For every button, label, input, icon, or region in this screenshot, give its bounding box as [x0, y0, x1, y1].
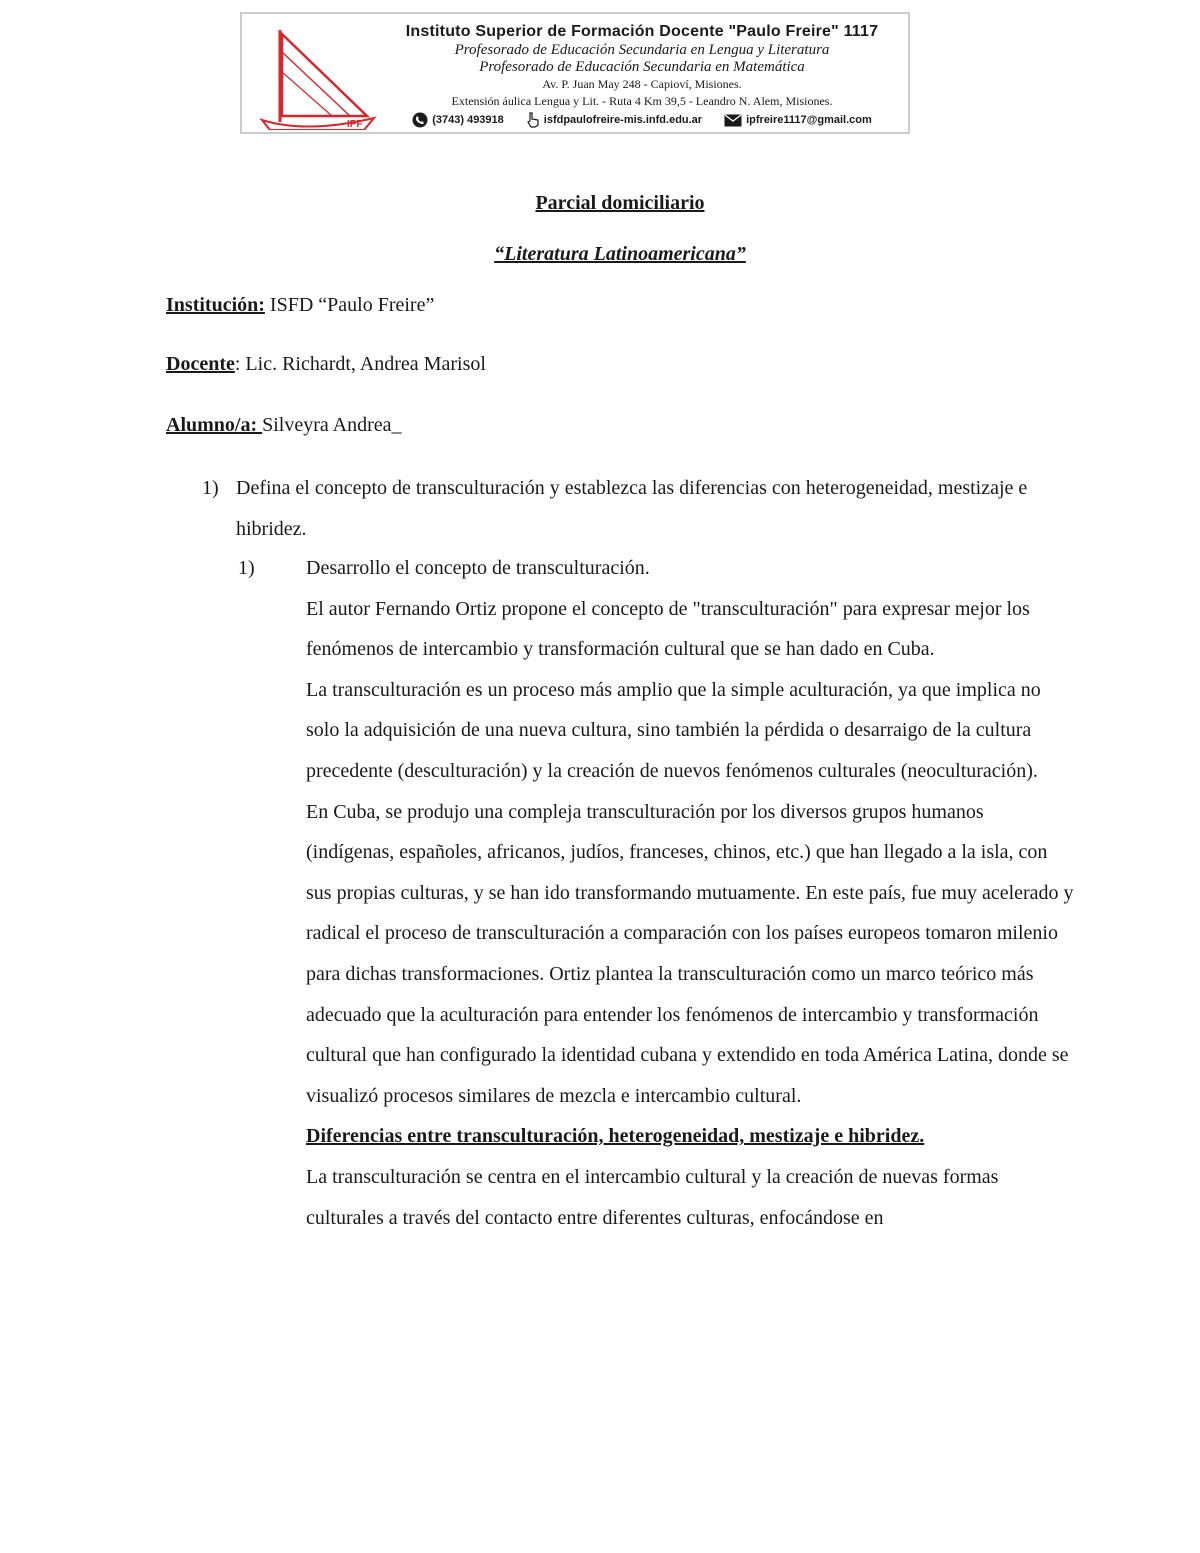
document-title: Parcial domiciliario [535, 192, 705, 214]
answer-heading: Desarrollo el concepto de transculturación. [306, 557, 650, 579]
teacher-field [166, 353, 486, 376]
teacher-label: Docente [166, 353, 235, 375]
sailboat-logo-icon [252, 22, 377, 130]
answer-body [306, 548, 1076, 1238]
paragraph-differences: La transculturación se centra en el intercambio cultural y la creación de nuevas formas culturales a través del contacto entre diferentes culturas, enfocándose en [306, 1165, 999, 1229]
pointer-hand-icon [526, 112, 540, 128]
student-value: Silveyra Andrea_ [262, 414, 402, 436]
website-contact[interactable] [526, 111, 702, 129]
institution-label: Institución: [166, 294, 265, 316]
program-matematica: Profesorado de Educación Secundaria en Matemática [479, 59, 805, 75]
question-text: Defina el concepto de transculturación y establezca las diferencias con heterogeneidad, mestizaje e hibridez. [236, 477, 1028, 540]
answer-number: 1) [238, 557, 255, 579]
paragraph-cuba: En Cuba, se produjo una compleja transculturación por los diversos grupos humanos (indígenas, españoles, africanos, judíos, franceses, chinos, etc.) que han llegado a la isla, con sus propias culturas, y se han ido transformando mutuamente. En este país, fue muy acelerado y radical el proceso de transculturación a comparación con los países europeos tomaron milenio para dichas transformaciones. Ortiz plantea la transculturación como un marco teórico más adecuado que la aculturación para entender los fenómenos de intercambio y transformación cultural que han configurado la identidad cubana y extendido en toda América Latina, donde se visualizó procesos similares de mezcla e intercambio cultural. [306, 800, 1074, 1107]
institute-name: Instituto Superior de Formación Docente "Paulo Freire" 1117 [405, 23, 879, 40]
email-link[interactable]: ipfreire1117@gmail.com [746, 114, 872, 126]
institution-value: ISFD “Paulo Freire” [264, 294, 435, 316]
contact-row [382, 111, 902, 129]
extension-address: Extensión áulica Lengua y Lit. - Ruta 4 Km 39,5 - Leandro N. Alem, Misiones. [451, 94, 833, 108]
phone-icon [412, 112, 428, 128]
letterhead [240, 12, 910, 134]
teacher-value: : Lic. Richardt, Andrea Marisol [234, 353, 486, 375]
institution-field [166, 294, 434, 317]
paragraph-ortiz: El autor Fernando Ortiz propone el concepto de "transculturación" para expresar mejor los fenómenos de intercambio y transformación cultural que se han dado en Cuba. [306, 597, 1030, 661]
svg-text:IPF: IPF [347, 119, 363, 130]
phone-contact [412, 111, 504, 129]
student-label: Alumno/a: [166, 414, 263, 436]
letterhead-text [382, 22, 902, 129]
phone-number: (3743) 493918 [432, 114, 504, 126]
address: Av. P. Juan May 248 - Capioví, Misiones. [542, 77, 742, 91]
email-contact[interactable] [724, 111, 872, 129]
student-field [166, 414, 402, 437]
paragraph-transculturacion: La transculturación es un proceso más amplio que la simple aculturación, ya que implica no solo la adquisición de una nueva cultura, sino también la pérdida o desarraigo de la cultura precedente (desculturación) y la creación de nuevos fenómenos culturales (neoculturación). [306, 678, 1041, 782]
website-link[interactable]: isfdpaulofreire-mis.infd.edu.ar [543, 114, 703, 126]
envelope-icon [724, 114, 742, 127]
question-number: 1) [202, 477, 219, 499]
document-subtitle: “Literatura Latinoamericana” [494, 243, 746, 265]
differences-subheading: Diferencias entre transculturación, heterogeneidad, mestizaje e hibridez. [306, 1125, 925, 1148]
program-lengua: Profesorado de Educación Secundaria en Lengua y Literatura [454, 42, 830, 58]
